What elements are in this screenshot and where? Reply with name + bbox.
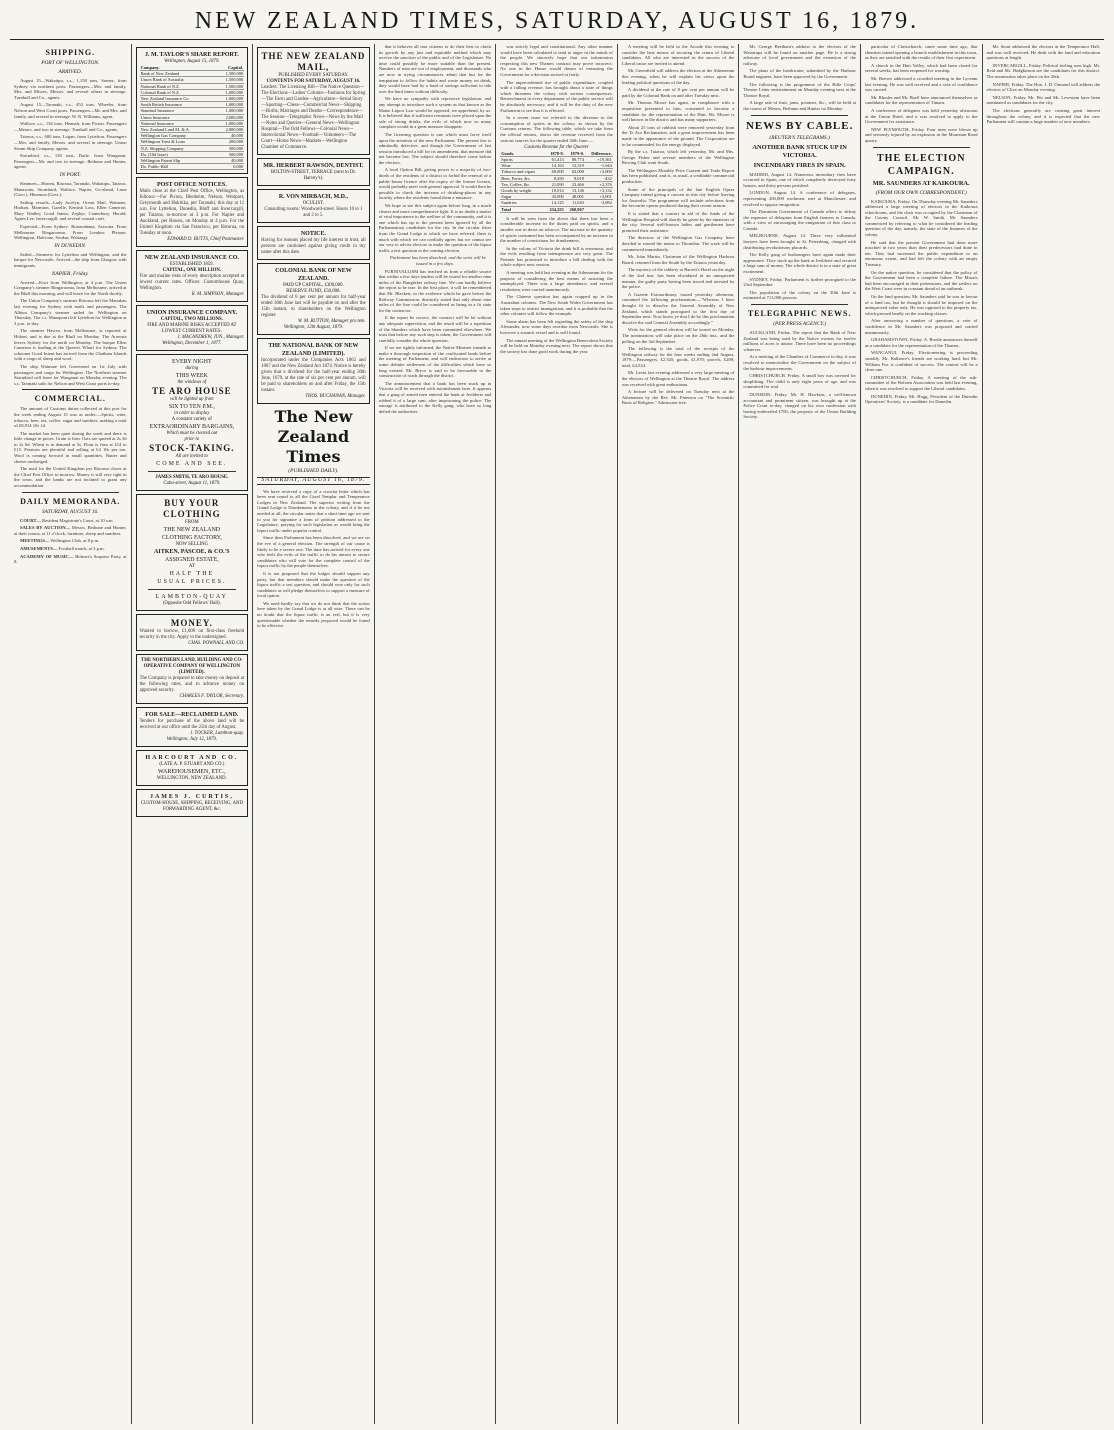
election-heading: THE ELECTION CAMPAIGN.: [877, 152, 966, 177]
postmaster: EDWARD D. BUTTS, Chief Postmaster.: [167, 237, 245, 243]
share-company: New Zealand Insurance Co.: [140, 96, 216, 102]
nz-insurance-text: Fire and marine risks of every description accepted at lowest current rates. Offices: Customhouse Quay, Wellington.: [139, 274, 245, 292]
cable-heading: NEWS BY CABLE.: [745, 119, 854, 132]
share-company: Colonial Bank of N.Z.: [140, 89, 216, 95]
te-aro-date: Cuba-street, August 11, 1879.: [163, 481, 221, 487]
cable-head1: ANOTHER BANK STUCK UP IN VICTORIA.: [752, 143, 847, 159]
election-sub: MR. SAUNDERS AT KAIKOURA.: [872, 179, 970, 187]
te-aro-line-4: TE ARO HOUSE: [152, 386, 232, 397]
revenue-title: Customs Revenue for the Quarter: [524, 145, 589, 151]
te-aro-line-5: will be lighted up from: [170, 397, 214, 403]
revenue-1879: 12,519: [565, 163, 585, 169]
share-company: N.Z. Shipping Company: [140, 145, 216, 151]
commercial-text: The amount of Customs duties collected at this port for the week ending August 15 was as under:—Spirits, wine, tobacco, beer, tea, coffee, sugar and sundries, making a total of £8,914 10s 1d. The market has been quiet during the week and there is little change in prices. Grain is firm. Oats are quoted at 2s 3d to 2s 6d. Wheat is in demand at 5s. Flour is firm at £14 to £15. Potatoes are plentiful and selling at £4 10s per ton. Wool is coming forward in small quantities. Butter and cheese unchanged. The mail for the United Kingdom per Rotorua closes at the Chief Post Office to-morrow. Money is still very tight in the town, and the banks are not inclined to grant any accommodation.: [14, 406, 127, 489]
colonial-bank-text: The dividend of 8 per cent per annum for half-year ended 30th June last will be payable on and after the 15th instant, to shareholders on the Wellington register.: [261, 295, 366, 318]
colonial-bank-title: COLONIAL BANK OF NEW ZEALAND.: [275, 268, 352, 282]
curtis-title: JAMES J. CURTIS,: [149, 794, 234, 801]
revenue-1879: 48,001: [565, 194, 585, 200]
share-capital: 500,000: [215, 151, 244, 157]
revenue-diff: -3,082: [585, 200, 613, 206]
share-capital: 40,000: [215, 133, 244, 139]
national-bank-text: Incorporated under the Companies Acts 1862 and 1867 and the New Zealand Act 1874. Notice is hereby given that a dividend for the half-year ending 30th June, 1879, at the rate of six per cent per annum, will be paid to shareholders on and after Friday, the 15th instant.: [261, 358, 366, 393]
revenue-total-label: Total: [500, 206, 544, 212]
nz-mail-contents: CONTENTS FOR SATURDAY, AUGUST 16.: [266, 79, 361, 84]
share-company: Do. Public Hall: [140, 164, 216, 170]
clothing-line-1: FROM: [185, 520, 199, 526]
revenue-1878: 61,413: [545, 156, 565, 162]
land-date: Wellington, July 12, 1879.: [166, 737, 217, 743]
clothing-line-8: HALF THE: [169, 571, 215, 578]
editorial-text-4: It will be seen from the above that there has been a considerable increase in the duties paid on spirits, and a smaller one in those on tobacco. The increase in the quantity of spirits consumed has been accompanied by an increase in the number of convictions for drunkenness. In the colony of Victoria the drink bill is enormous, and the evils resulting from intemperance are very great. The Premier has promised to introduce a bill dealing with the whole subject next session. A meeting was held last evening at the Athenaeum for the purpose of considering the best means of assisting the unemployed. There was a large attendance, and several resolutions were carried unanimously. The Chinese question has again cropped up in the Australian colonies. The New South Wales Government has taken steps to restrict immigration, and it is probable that the other colonies will follow the example. Some alarm has been felt regarding the safety of the ship Alexander, now some days overdue from Newcastle. She is however a staunch vessel and is well found. The annual meeting of the Wellington Benevolent Society will be held on Monday evening next. The report shows that the society has done good work during the year.: [500, 215, 613, 354]
revenue-col-1879: 1879-0.: [565, 151, 585, 157]
te-aro-line-3: the windows of: [177, 380, 207, 386]
revenue-total-1879: 260,967: [565, 206, 585, 212]
revenue-1878: 8,450: [545, 175, 565, 181]
revenue-1878: 60,000: [545, 169, 565, 175]
share-capital: 1,000,000: [215, 120, 244, 126]
curtis-sub: CUSTOM-HOUSE, SHIPPING, RECEIVING, AND FORWARDING AGENT, &c.: [140, 801, 243, 813]
share-report-box: [136, 47, 249, 174]
mirbach-title: R. VON MIRBACH, M.D.,: [278, 194, 348, 200]
te-aro-ad: [136, 354, 249, 491]
te-aro-line-8: A constant variety of: [171, 417, 212, 423]
colonial-bank-reserve: RESERVE FUND, £50,000.: [286, 289, 341, 294]
harcourt-ad: [136, 750, 249, 786]
share-row: [140, 164, 245, 170]
post-office-text: Mails close at the Chief Post Office, Wellington, as follows:—For Picton, Blenheim, Nelson, Westport, Greymouth and Hokitika, per Taranaki, this day at 11 a.m. For Lyttelton, Dunedin, Bluff and Invercargill, per Taiaroa, to-morrow at 3 p.m. For Napier and Auckland, per Hawea, on Monday at 4 p.m. For the United Kingdom via San Francisco, per Rotorua, on Tuesday at noon.: [139, 189, 245, 237]
column-cable-news: [739, 44, 861, 1424]
column-overflow: [983, 44, 1105, 1424]
revenue-table: [500, 151, 613, 213]
colonial-bank-date: Wellington, 12th August, 1879.: [283, 325, 343, 330]
share-company: Wellington Trust & Loan: [140, 139, 216, 145]
rawson-address: BOLTON-STREET, TERRACE (next to Dr. Harvey's).: [270, 170, 356, 181]
masthead-title: NEW ZEALAND TIMES, SATURDAY, AUGUST 16, 1879.: [10, 6, 1104, 40]
napier-shipping: Arrived—Kiwi from Wellington, at 4 p.m. The Union Company's steamer Ringarooma, from Melbourne, arrived at the Bluff this morning, and will leave for the North shortly. The Union Company's steamer Rotorua left the Manukau last evening for Sydney with mails and passengers. The Albion Company's steamer sailed for Wellington on Thursday. The s.s. Manapouri left Lyttelton for Wellington at 3 p.m. to-day. The steamer Hawea, from Melbourne, is reported at Hobart, and is due at the Bluff on Monday. The Arawata leaves Sydney for the north on Monday. The barque Ellen Cameron is loading at the Queen's Wharf for Sydney. The schooner Good Intent has arrived from the Chatham Islands with a cargo of sheep and wool. The ship Waimate left Gravesend on 1st July with passengers and cargo for Wellington. The Northern steamer Stormbird will leave for Wanganui on Monday evening. The s.s. Taranaki sails for Nelson and West Coast ports to-day.: [14, 279, 127, 386]
nz-mail-box: [257, 47, 370, 155]
union-capital: CAPITAL, TWO MILLIONS.: [160, 317, 223, 323]
money-title: MONEY.: [170, 618, 213, 629]
arrived-label: ARRIVED.: [58, 69, 83, 75]
revenue-goods: Spirits: [500, 156, 544, 162]
in-port-list: Steamers—Hawea, Rotorua, Taranaki, Wakatipu, Taiaroa, Manawatu, Stormbird, Wallace, Napier, Go-ahead, Luna (Govt.), Hinemoa (Govt.). Sailing vessels—Lady Jocelyn, Ocean Mail, Waimate, Hudson, Marmion, Gazelle, Kentish Lass, Ellen Cameron, Mary Wadley, Good Intent, Zephyr, Canterbury, Herald, Agnes Lee, Invercargill, and several coastal craft. Expected—From Sydney: Rotomahana, Arawata. From Melbourne: Ringarooma. From London: Pleione, Wellington, Halcione, Soukar, Waitangi.: [14, 180, 127, 241]
te-aro-line-6: SIX TO TEN P.M.,: [168, 404, 215, 411]
share-company: South British Insurance: [140, 102, 216, 108]
te-aro-owner: JAMES SMITH, TE ARO HOUSE.: [155, 475, 229, 481]
editorial-text-2: that it behoves all true citizens to do their best to check its growth by any just and equitable method which may receive the sanction of the public and of the Legislature. No time could possibly be more suitable than the present. Numbers of men are out of employment, and thousands who are now in trying circumstances admit that but for the temptation to follow the habits and waste money on drink, they would have had by a fund of savings sufficient to tide over the hard times without difficulty. We have no sympathy with repressive legislation, and any attempt to introduce such a system as that known as the Maine Liquor Law would be opposed, we apprehend, by us. It is believed that if sufficient restraints were placed upon the sale of strong drinks, the evils of which now so many complain would in a great measure disappear. The licensing question is one which must force itself upon the attention of the new Parliament. The present law is admittedly defective, and though the Government of last session introduced a bill for its amendment, that measure did not become law. The subject should therefore come before the electors. A local Option Bill, giving power to a majority of two-thirds of the residents of a district to forbid the renewal of a public-house licence after the expiry of the former licence, would probably meet with general approval. It would then be possible to check the increase of drinking-places in any locality where the residents found them a nuisance. We hope to see this subject again before long, in a much clearer and more comprehensive light. It is no doubt a matter of vital importance to the welfare of the community, and it is one which has up to the present been ignored by all the Parliamentary candidates for the city. In the circular letter from the Grand Lodge to which we have referred, there is much with which we can cordially agree; but we cannot see our way to advise electors to make the question of the liquor traffic a test question at the coming election. Parliament has been dissolved, and the writs will be issued in a few days. FURNIVALLISM has reached us from a reliable source that within a few days tenders will be issued for another nine miles of the Rangitikei railway line. We can hardly believe the report to be true. In the first place, it will be remembered that Mr. Blackett, in the evidence which he gave before the Railway Commission, distinctly stated that only about nine miles of the line could be considered as being in a fit state for the contractor. If the report be correct, the contract will be let without any adequate supervision, and the result will be a repetition of the blunders which have been committed elsewhere. We trust that before any such step is taken, the Government will carefully consider the whole question. If we are rightly informed, the Native Minister intends to make a thorough inspection of the confiscated lands before the meeting of Parliament, and will endeavour to arrive at some definite settlement of the difficulties which have so long existed. Mr. Bryce is said to be favourable to the construction of roads through the district. The announcement that a bank has been stuck up in Victoria will be received with astonishment here. It appears that a gang of armed men entered the bank at Jerilderie and robbed it of a large sum, after imprisoning the police. The outrage is attributed to the Kelly gang, who have so long defied the authorities.: [378, 44, 492, 414]
te-aro-line-0: EVERY NIGHT: [172, 359, 212, 366]
revenue-1879: 13,146: [565, 187, 585, 193]
share-company: Wellington Patent Slip: [140, 158, 216, 164]
revenue-diff: +3,000: [585, 169, 613, 175]
revenue-1878: 14,163: [545, 163, 565, 169]
colonial-bank-manager: W. M. BUTTON, Manager pro tem.: [298, 319, 366, 324]
share-capital: 1,000,000: [215, 89, 244, 95]
te-aro-line-2: THIS WEEK: [175, 373, 208, 380]
share-capital: 2,000,000: [215, 114, 244, 120]
in-port-label: IN PORT.: [59, 171, 81, 178]
election-sub2: (FROM OUR OWN CORRESPONDENT.): [875, 189, 967, 196]
post-office-box: [136, 177, 249, 247]
nz-mail-title: THE NEW ZEALAND MAIL,: [261, 51, 366, 72]
share-capital: 40,000: [215, 158, 244, 164]
share-company: Standard Insurance: [140, 108, 216, 114]
revenue-total-1878: 234,255: [545, 206, 565, 212]
cable-text: MADRID, August 14. Numerous incendiary fires have occurred in Spain, one of which completely destroyed forty houses, and thirty persons perished. LONDON, August 14. A conference of delegates, representing 200,000 workmen, met at Manchester, and resolved to oppose emigration. The Dominion Government of Canada offers to defray the expenses of delegates from English farmers to Canada, with a view of encouraging the emigration of that class to Canada. MELBOURNE, August 14. Three very influential lawyers have been brought to St. Petersburg, charged with distributing revolutionary placards. The Kelly gang of bushrangers have again made their appearance. They stuck up the bank at Jerilderie and secured a large sum of money. The whole district is in a state of great excitement. SYDNEY, Friday. Parliament is further prorogued to the 23rd September. The population of the colony on the 30th June is estimated at 711,000 persons.: [743, 171, 856, 301]
editorial-text-3: was strictly legal and constitutional. Any other manner would have been calculated to tend to anger in the minds of the people. We sincerely hope that our information respecting this new Thames contract may prove incorrect. No one in the House would dream of censuring the Government for a decision arrived at fairly. The unprecedented rise of public expenditure, coupled with a falling revenue, has brought about a state of things which threatens the colony with serious consequences. Retrenchment in every department of the public service will be absolutely necessary, and it will be the duty of the new Parliament to see that it is effected. In a recent issue we referred to the decrease in the consumption of spirits in the colony, as shown by the Customs returns. The following table, which we take from the official returns, shows the revenue received from the various sources for the quarter ended 30th June:—: [500, 44, 613, 143]
revenue-goods: Sundries: [500, 200, 544, 206]
election-text: KAIKOURA, Friday. On Thursday evening Mr. Saunders addressed a large meeting of electors in the Kaikoura schoolroom, and the chair was occupied by the Chairman of the County Council. Mr. W. Smith. Mr. Saunders commenced by referring to what he considered the leading question of the day, namely, the state of the finances of the colony. He said that the present Government had done more mischief in two years than their predecessors had done in ten. They had increased the public expenditure to an enormous extent, and had left the colony with an empty Treasury. On the native question, he considered that the policy of the Government had been a complete failure. The Maoris had been encouraged in their pretensions, and the settlers on the West Coast were in constant dread of an outbreak. On the land question, Mr. Saunders said he was in favour of a land tax, but he thought it should be imposed on the unimproved value only. He was opposed to the property tax, which pressed hardly on the working classes. After answering a number of questions, a vote of confidence in Mr. Saunders was proposed and carried unanimously. GRAHAMSTOWN, Friday. A. Brodie announces himself as a candidate for the representation of the Thames. WANGANUI, Friday. Electioneering is proceeding steadily. Mr. Ballance's friends are working hard, but Mr. William Fox is confident of success. The contest will be a close one. CHRISTCHURCH, Friday. A meeting of the sub-committee of the Reform Association was held last evening, when it was resolved to support the Liberal candidates. DUNEDIN, Friday. Mr. Hogg, President of the Dunedin Operatives' Society, is a candidate for Dunedin.: [864, 198, 978, 405]
revenue-1879: 8,018: [565, 175, 585, 181]
share-capital: 6,000: [215, 164, 244, 170]
revenue-1878: 14,125: [545, 200, 565, 206]
editorial-text: We have received a copy of a circular letter which has been sent round to all the Good Templar and Temperance Lodges in New Zealand. The superior writing from the Grand Lodge is Drunkenness in the colony, and if it be not needed at all, the circular states that a short time ago we sent to you for signature a form of petition addressed to the Legislature, praying for such legislation as would bring the liquor traffic under popular control. Since then Parliament has been dissolved, and we are on the eve of a general election. The strength of our cause is likely to be a severe one. The time has arrived for every one who feels the evils of the traffic to do his utmost to secure candidates who will vote for the complete control of the liquor traffic by the people themselves. It is not proposed that the lodges should support any party, but that members should make the question of the liquor traffic a test question, and should vote only for such candidates as will pledge themselves to support a measure of local option. We need hardly say that we do not think that the action here taken by the Grand Lodge is at all wise. There can be no doubt that the liquor traffic is an evil, but it is very questionable whether the remedy proposed would be found to be effective.: [257, 488, 370, 629]
mirbach-ad: [257, 189, 370, 223]
colonial-bank-ad: [257, 263, 370, 335]
memo-court: COURT—: [20, 517, 42, 523]
revenue-col-1878: 1878-9.: [545, 151, 565, 157]
shipping-arrivals: August 15—Wakatipu, s.s., 1,158 tons, Sarnez, from Sydney via northern ports. Passengers—Mrs. and family, Mrs. and Misses, Messrs. and several others in steerage. Turnbull and Co., agents. August 15—Taranaki, s.s., 453 tons, Wheeler, from Nelson and West Coast ports. Passengers—Mr. and Mrs. and family, and several in steerage. W. R. Williams, agent. Wallace, s.s., 136 tons, Hennah, from Picton. Passengers—Messrs. and two in steerage. Turnbull and Co., agents. Taiaroa, s.s., 600 tons, Logan, from Lyttelton. Passengers—Mrs. and family, Messrs. and several in steerage. Union Steam Ship Company, agents. Stormbird, s.s., 130 tons, Doile, from Wanganui. Passengers—Mr. and two in steerage. Bethune and Hunter, agents.: [14, 78, 127, 170]
nz-mail-sub: PUBLISHED EVERY SATURDAY.: [278, 73, 349, 78]
memo-meetings: MEETINGS—: [20, 538, 50, 544]
memo-amusements: AMUSEMENTS—: [20, 546, 58, 551]
share-company: National Insurance: [140, 120, 216, 126]
column-shipping: [10, 44, 132, 1424]
overflow-text: Mr. Stout addressed the electors at the Temperance Hall, and was well received. He dealt with the land and education questions at length. INVERCARGILL, Friday. Political feeling runs high. Mr. Reid and Mr. Hodgkinson are the candidates for this district. The nomination takes place on the 26th. NAPIER, Friday. The Hon. J. D. Ormond will address the electors of Clive on Monday evening. NELSON, Friday. Mr. Pitt and Mr. Levestam have been nominated as candidates for the city. The elections generally are creating great interest throughout the colony, and it is expected that the new Parliament will contain a large number of new members.: [986, 44, 1101, 125]
te-aro-line-13: All are invited to: [175, 454, 208, 460]
clothing-line-9: USUAL PRICES.: [157, 579, 227, 586]
share-table: [140, 65, 245, 170]
shipping-heading: SHIPPING.: [45, 48, 96, 57]
land-title: FOR SALE—RECLAIMED LAND.: [145, 712, 239, 719]
money-text: Wanted to borrow, £1,000 on first-class freehold security in the city. Apply to the undersigned.: [139, 629, 245, 641]
mirbach-text: Consulting rooms: Woodward-street. Hours 10 to 1 and 2 to 5.: [264, 207, 363, 218]
share-capital: 1,000,000: [215, 108, 244, 114]
union-date: Wellington, December 1, 1877.: [162, 341, 222, 347]
clothing-line-6: ASSIGNED ESTATE,: [164, 557, 219, 564]
union-insurance-box: [136, 305, 249, 351]
te-aro-line-10: Which must be cleared out: [166, 431, 218, 437]
memo-sales: SALES BY AUCTION—: [20, 525, 71, 531]
te-aro-line-14: COME AND SEE.: [156, 461, 228, 468]
notice-ad: [257, 226, 370, 260]
column-revenue: [496, 44, 618, 1424]
nz-insurance-title: NEW ZEALAND INSURANCE CO.: [144, 255, 239, 262]
harcourt-line: WAREHOUSEMEN, ETC.,: [158, 769, 226, 776]
land-agent: J. TOCKER, Lambton-quay.: [189, 731, 245, 737]
revenue-goods: Beer, Porter, &c.: [500, 175, 544, 181]
land-ad: [136, 707, 249, 747]
union-insurance-title: UNION INSURANCE COMPANY.: [146, 310, 238, 317]
nz-insurance-box: [136, 250, 249, 302]
te-aro-line-7: in order to display: [174, 411, 210, 417]
revenue-diff: +19,361: [585, 156, 613, 162]
column-election-campaign: [861, 44, 983, 1424]
share-capital: 500,000: [215, 145, 244, 151]
union-agent: J. MACANDREW, JUN., Manager.: [177, 335, 245, 341]
column-editorial-2: [375, 44, 497, 1424]
revenue-goods: Tea, Coffee, &c.: [500, 181, 544, 187]
curtis-ad: [136, 789, 249, 817]
revenue-goods: Sugar: [500, 194, 544, 200]
clothing-line-4: NOW SELLING: [175, 542, 209, 548]
share-capital: 1,500,000: [215, 71, 244, 77]
clothing-line-5: AITKEN, PASCOE, & CO.'S: [154, 549, 230, 556]
revenue-total-diff: [585, 206, 613, 212]
telegraphic-sub: (PER PRESS AGENCY.): [773, 321, 827, 327]
clothing-address2: (Opposite Odd Fellows' Hall).: [162, 601, 221, 607]
colonial-bank-capital: PAID UP CAPITAL, £300,000.: [283, 283, 344, 288]
column-advertisements: [132, 44, 254, 1424]
memoranda-heading: DAILY MEMORANDA.: [20, 496, 121, 506]
port-heading: PORT OF WELLINGTON.: [41, 60, 100, 66]
share-capital: 1,500,000: [215, 77, 244, 83]
cable-head2: INCENDIARY FIRES IN SPAIN.: [753, 161, 846, 169]
building-company-ad: [136, 654, 249, 704]
revenue-diff: +2,376: [585, 181, 613, 187]
revenue-1878: 21,090: [545, 181, 565, 187]
share-capital: 1,000,000: [215, 102, 244, 108]
revenue-diff: +3,132: [585, 187, 613, 193]
telegraphic-heading: TELEGRAPHIC NEWS.: [747, 309, 852, 318]
revenue-1879: 23,466: [565, 181, 585, 187]
share-report-date: Wellington, August 15, 1879.: [164, 59, 220, 64]
revenue-1879: 11,043: [565, 200, 585, 206]
columns: [10, 44, 1104, 1424]
rawson-ad: [257, 158, 370, 186]
national-bank-title: THE NATIONAL BANK OF NEW ZEALAND (LIMITED).: [268, 343, 359, 357]
share-company: Union Bank of Australia: [140, 77, 216, 83]
column-mail-and-banks: [253, 44, 375, 1424]
share-company: New Zealand Land M. & A.: [140, 127, 216, 133]
building-secretary: CHARLES F. TAYLOR, Secretary.: [179, 694, 245, 700]
cable-sub: (REUTER'S TELEGRAMS.): [769, 134, 830, 141]
post-office-title: POST OFFICE NOTICES.: [156, 182, 227, 189]
te-aro-line-11: prior to: [184, 437, 200, 443]
local-news-text-2: Mr. George Beetham's address to the electors of the Wairarapa will be found on another page. He is a strong advocate of local government and the extension of the railway. The plans of the breakwater, submitted by the Harbour Board engineer, have been approved by the Government. The following is the programme of the Rifle Corps' Theatre Letter entertainment on Monday evening next at the Theatre Royal. A large sale of fruit, jams, potatoes, &c., will be held at the rooms of Messrs. Bethune and Hunter on Monday.: [743, 44, 856, 111]
local-news-text: A meeting will be held in the Arcade this evening to consider the best means of securing the return of Liberal candidates. All who are interested in the success of the Liberal cause are invited to attend. Mr. Greenfield will address the electors at the Athenaeum this evening, when he will explain his views upon the leading political questions of the day. A dividend at the rate of 8 per cent per annum will be paid by the Colonial Bank on and after Tuesday next. Mr. Thomas Moore has again, in compliance with a requisition presented to him, consented to become a candidate for the representation of the Hutt. Mr. Moore is well known in the district and has many supporters. About 25 tons of rubbish were removed yesterday from the Te Aro Reclamation, and a great improvement has been made in the appearance of the ground. The Corporation are to be commended for the energy displayed. By the s.s. Taiaroa, which left yesterday, Mr. and Mrs. George Fisher and several members of the Wellington Rowing Club went South. The Wellington Monthly Price Current and Trade Report has been published, and is, as usual, a creditable commercial production. Some of the principals of the late English Opera Company intend giving a concert in this city before leaving for Australia. The programme will include selections from the favourite operas produced during their recent season. It is stated that a concert in aid of the funds of the Wellington Hospital will shortly be given by the amateurs of the city. Several well-known ladies and gentlemen have promised their assistance. The directors of the Wellington Gas Company have decided to extend the mains to Thorndon. The work will be commenced immediately. Mr. John Martin, Chairman of the Wellington Harbour Board, returned from the South by the Taiaroa yesterday. The mystery of the robbery at Barrett's Hotel on the night of the 2nd inst. has been elucidated in an unexpected manner, the guilty party having been traced and arrested by the police. A Gazette Extraordinary, issued yesterday afternoon, contained the following proclamation:—"Whereas I have thought fit to dissolve the General Assembly of New Zealand, which stands prorogued to the first day of September next: Now know ye that I do by this proclamation dissolve the said General Assembly accordingly." Writs for the general election will be issued on Monday. The nominations will take place on the 26th inst., and the polling on the 3rd September. The following is the total of the receipts of the Wellington railway for the four weeks ending 2nd August, 1879:—Passengers, £2,345; goods, £1,970; parcels, £209; total, £4,524. Mr. Levin last evening addressed a very large meeting of the electors of Wellington at the Theatre Royal. The address was received with great enthusiasm. A lecture will be delivered on Tuesday next at the Athenaeum by the Rev. Mr. Paterson on "The Scientific Basis of Religion." Admission free.: [621, 44, 735, 406]
share-company: Wellington Gas Company: [140, 133, 216, 139]
share-company: National Bank of N.Z.: [140, 83, 216, 89]
money-ad: [136, 614, 249, 651]
revenue-goods: Tobacco and cigars: [500, 169, 544, 175]
clothing-address: LAMBTON-QUAY: [155, 594, 229, 601]
revenue-goods: Goods by weight: [500, 187, 544, 193]
te-aro-line-9: EXTRAORDINARY BARGAINS,: [149, 424, 235, 431]
revenue-diff: -432: [585, 175, 613, 181]
te-aro-line-1: during: [185, 366, 199, 372]
revenue-1878: 45,000: [545, 194, 565, 200]
memoranda-date: SATURDAY, AUGUST 16.: [41, 508, 99, 515]
union-tagline: FIRE AND MARINE RISKS ACCEPTED AT LOWEST CURRENT RATES.: [147, 323, 237, 335]
rawson-title: MR. HERBERT RAWSON, DENTIST.: [263, 163, 364, 169]
clothing-line-3: CLOTHING FACTORY,: [161, 535, 222, 542]
nz-insurance-established: ESTABLISHED 1859.: [169, 262, 214, 268]
newspaper-flag-sub: (PUBLISHED DAILY).: [288, 468, 339, 474]
clothing-line-2: THE NEW ZEALAND: [163, 527, 221, 534]
nz-mail-contents-list: Leaders: The Licensing Bill—The Native Question—The Elections—Ladies' Column—Fashions for Spring—The Farm and Garden—Agriculture—Serial Story—Sporting—Chess—Commercial News—Shipping—Births, Marriages and Deaths—Correspondence—The Session—Telegraphic News—News by the Mail—Notes and Queries—General News—Wellington Hospital—The Odd Fellows—Colonial News—Intercolonial News—Football—Volunteers—The Court—Home News—Markets—Wellington Chamber of Commerce.: [261, 85, 366, 150]
harcourt-title: HARCOURT AND CO.: [145, 755, 239, 762]
revenue-diff: +3,001: [585, 194, 613, 200]
building-title: THE NORTHERN LAND, BUILDING AND CO-OPERATIVE COMPANY OF WELLINGTON (LIMITED).: [141, 658, 243, 676]
memoranda-list: COURT— Resident Magistrate's Court, at 10 a.m. SALES BY AUCTION— Messrs. Bethune and Hunter, at their rooms, at 11 o'clock, furniture, sheep and sundries. MEETINGS— Wellington Club, at 8 p.m. AMUSEMENTS— Football match, at 3 p.m. ACADEMY OF MUSIC— Holmes's Surprise Party, at 8.: [14, 517, 127, 565]
share-capital: 2,000,000: [215, 127, 244, 133]
share-col-company: Company.: [140, 65, 216, 71]
share-capital: 1,000,000: [215, 96, 244, 102]
telegraphic-text: AUCKLAND, Friday. The report that the Bank of New Zealand was being sued by the Native owners for twelve millions of acres is untrue. There have been no proceedings whatever. At a meeting of the Chamber of Commerce to-day, it was resolved to memorialise the Government on the subject of the harbour improvements. CHRISTCHURCH, Friday. A small boy was arrested for shoplifting. The child is only eight years of age, and was committed for trial. DUNEDIN, Friday. Mr. H. Hawkins, a well-known accountant and prominent citizen, was brought up at the Police Court to-day, charged on his own confession with having embezzled £700, the property of the Union Building Society.: [743, 330, 856, 420]
national-bank-manager: THOS. BUCHANAN, Manager.: [305, 394, 366, 399]
clothing-ad: [136, 494, 249, 611]
share-report-title: J. M. TAYLOR'S SHARE REPORT.: [144, 52, 239, 58]
notice-text: Having for reasons placed my life interest in trust, all persons are cautioned against giving credit in my name after this date.: [261, 238, 366, 255]
mirbach-sub: OCULIST.: [302, 201, 324, 206]
revenue-col-diff: Difference.: [585, 151, 613, 157]
revenue-1879: 63,000: [565, 169, 585, 175]
revenue-diff: -1,644: [585, 163, 613, 169]
share-company: Union Insurance: [140, 114, 216, 120]
land-text: Tenders for purchase of the above land will be received at our office until the 25th day of August.: [139, 719, 245, 731]
editorial-dateline: SATURDAY, AUGUST 16, 1879.: [257, 477, 370, 485]
commercial-heading: COMMERCIAL.: [34, 394, 106, 404]
building-text: The Company is prepared to take money on deposit at the following rates, and to advance money on approved security.: [139, 676, 245, 694]
clothing-line-7: AT: [188, 564, 195, 570]
te-aro-line-12: STOCK-TAKING.: [149, 443, 235, 454]
napier-heading: NAPIER, Friday.: [51, 270, 89, 277]
dunedin-heading: IN DUNEDIN.: [54, 242, 87, 249]
share-capital: 1,500,000: [215, 83, 244, 89]
memo-academy: ACADEMY OF MUSIC—: [20, 553, 74, 559]
tele-news-continued: particular of Christchurch, came some time ago, that chemists intend opening a branch establishment in this town, as they are satisfied with the results of their first experiment. A church in the Hutt Valley, which had been closed for several weeks, has been reopened for worship. Mr. Reeves addressed a crowded meeting in the Lyceum last evening. He was well received and a vote of confidence was carried. Mr. Rhodes and Mr. Barff have announced themselves as candidates for the representation of Timaru. A conference of delegates was held yesterday afternoon at the Union Hotel, and it was resolved to apply to the Government for assistance. NEW PLYMOUTH, Friday. Four men were blown up and seriously injured by an explosion in the Mountain Road quarry.: [864, 44, 978, 143]
money-agent: CHAS. POWNALL AND CO.: [188, 641, 245, 647]
clothing-line-0: BUY YOUR CLOTHING: [163, 498, 221, 520]
harcourt-city: WELLINGTON, NEW ZEALAND.: [156, 776, 227, 782]
newspaper-flag: The New Zealand Times: [274, 407, 353, 466]
revenue-1879: 80,774: [565, 156, 585, 162]
dunedin-list: Sailed—Steamers for Lyttelton and Wellington, and the barque for Newcastle. Arrived—the ship from Glasgow with immigrants.: [14, 251, 127, 269]
revenue-goods: Wine: [500, 163, 544, 169]
nz-insurance-capital: CAPITAL, ONE MILLION.: [162, 268, 221, 274]
notice-title: NOTICE.: [300, 231, 326, 237]
share-col-capital: Capital.: [215, 65, 244, 71]
share-capital: 200,000: [215, 139, 244, 145]
national-bank-ad: [257, 338, 370, 404]
harcourt-sub: (LATE A. P. STUART AND CO.): [159, 762, 225, 768]
share-company: Bank of New Zealand: [140, 71, 216, 77]
nz-insurance-agent: R. M. SIMPSON, Manager.: [191, 292, 245, 298]
revenue-1878: 10,014: [545, 187, 565, 193]
share-company: Do. (Old Issue): [140, 151, 216, 157]
revenue-col-goods: Goods.: [500, 151, 544, 157]
column-local-news: [618, 44, 740, 1424]
